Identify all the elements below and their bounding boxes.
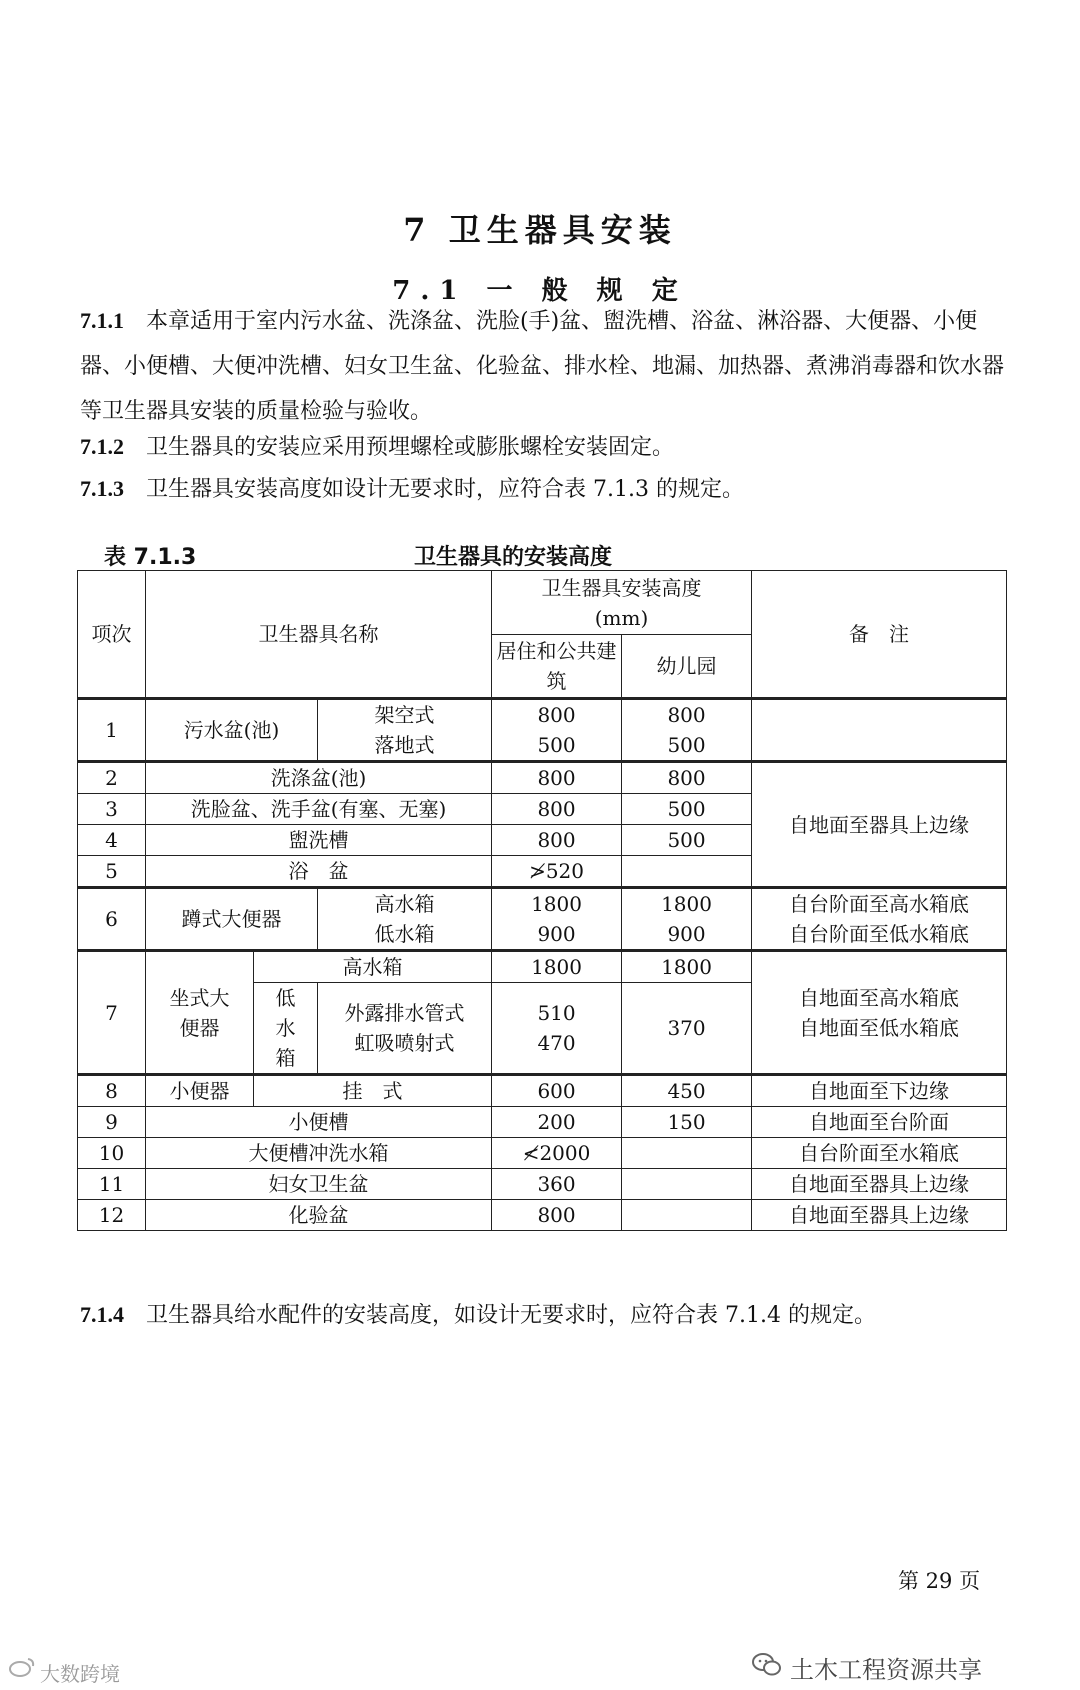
table-number: 表 7.1.3: [104, 545, 197, 570]
fixture-subtype-low: 低水箱: [254, 983, 318, 1075]
row-number: 5: [78, 856, 146, 888]
kindergarten-value: 500: [622, 794, 752, 825]
remark-1: 自台阶面至高水箱底: [789, 892, 970, 916]
row-number: 10: [78, 1138, 146, 1169]
weibo-icon: [8, 1656, 36, 1678]
row-number: 1: [78, 699, 146, 762]
fixture-name: 小便槽: [146, 1107, 492, 1138]
wechat-icon: [752, 1652, 782, 1678]
remark: 自地面至台阶面: [752, 1107, 1007, 1138]
kindergarten-value: 150: [622, 1107, 752, 1138]
residential-value: 800: [492, 825, 622, 856]
fixture-name: 大便槽冲洗水箱: [146, 1138, 492, 1169]
fixture-name: 浴 盆: [146, 856, 492, 888]
kindergarten-value: [622, 1169, 752, 1200]
fixture-name: 化验盆: [146, 1200, 492, 1231]
row-number: 9: [78, 1107, 146, 1138]
page-number: 第 29 页: [898, 1569, 981, 1593]
row-number: 4: [78, 825, 146, 856]
value-2: 500: [667, 733, 706, 757]
table-title: 卫生器具的安装高度: [414, 545, 613, 570]
header-height-label: 卫生器具安装高度: [541, 575, 702, 600]
fixture-subtype-high: 高水箱: [254, 951, 492, 983]
fixture-name: 妇女卫生盆: [146, 1169, 492, 1200]
fixture-name: 洗涤盆(池): [146, 762, 492, 794]
value-1: 1800: [531, 892, 582, 916]
remark: 自地面至下边缘: [752, 1075, 1007, 1107]
row-number: 12: [78, 1200, 146, 1231]
kindergarten-value: 370: [622, 983, 752, 1075]
subtype-2: 低水箱: [374, 922, 435, 946]
watermark-source: 大数跨境: [40, 1662, 120, 1686]
residential-value: 1800: [492, 951, 622, 983]
clause-text: 卫生器具安装高度如设计无要求时，应符合表 7.1.3 的规定。: [146, 477, 744, 502]
installation-height-table: [77, 570, 1007, 1231]
value-1: 800: [667, 703, 706, 727]
row-number: 3: [78, 794, 146, 825]
value-2: 900: [667, 922, 706, 946]
watermark-account-name: 土木工程资源共享: [790, 1656, 982, 1684]
value-1: 800: [537, 703, 576, 727]
section-title: 7.1 一 般 规 定: [392, 276, 688, 306]
row-number: 7: [78, 951, 146, 1075]
header-kindergarten: 幼儿园: [622, 635, 752, 699]
residential-value: 360: [492, 1169, 622, 1200]
paragraph-7-1-3: [80, 466, 1020, 512]
kindergarten-value: [622, 1200, 752, 1231]
clause-number: 7.1.4: [80, 1302, 124, 1327]
clause-number: 7.1.2: [80, 434, 124, 459]
residential-value: 800: [492, 794, 622, 825]
header-name: 卫生器具名称: [146, 571, 492, 699]
fixture-subtype: [318, 888, 492, 951]
header-remark: 备 注: [752, 571, 1007, 699]
kindergarten-value: [622, 856, 752, 888]
residential-value: [492, 983, 622, 1075]
paragraph-7-1-1: [80, 298, 1020, 434]
residential-value: 800: [492, 1200, 622, 1231]
kindergarten-value: 500: [622, 825, 752, 856]
paragraph-7-1-4: [80, 1292, 1020, 1338]
clause-number: 7.1.1: [80, 308, 124, 333]
fixture-subtype: 挂 式: [254, 1075, 492, 1107]
fixture-name: 坐式大便器: [146, 951, 254, 1075]
kindergarten-value: [622, 699, 752, 762]
value-2: 900: [537, 922, 576, 946]
residential-value: [492, 699, 622, 762]
subtype-1: 高水箱: [374, 892, 435, 916]
kindergarten-value: [622, 1138, 752, 1169]
row-number: 2: [78, 762, 146, 794]
fixture-name: 污水盆(池): [146, 699, 318, 762]
header-height: [492, 571, 752, 635]
row-number: 11: [78, 1169, 146, 1200]
fixture-name: 洗脸盆、洗手盆(有塞、无塞): [146, 794, 492, 825]
fixture-subtype: [318, 983, 492, 1075]
kindergarten-value: 1800: [622, 951, 752, 983]
subtype-1: 外露排水管式: [344, 1001, 465, 1025]
clause-text: 本章适用于室内污水盆、洗涤盆、洗脸(手)盆、盥洗槽、浴盆、淋浴器、大便器、小便器、小便槽、大便冲洗槽、妇女卫生盆、化验盆、排水栓、地漏、加热器、煮沸消毒器和饮水器等卫生器具安装的质量检验与验收。: [80, 309, 1005, 424]
chapter-title: 7 卫生器具安装: [403, 211, 677, 249]
kindergarten-value: 450: [622, 1075, 752, 1107]
remark: [752, 699, 1007, 762]
header-unit: (mm): [594, 605, 649, 630]
remark: 自地面至器具上边缘: [752, 762, 1007, 888]
residential-value: 800: [492, 762, 622, 794]
remark-1: 自地面至高水箱底: [799, 985, 960, 1010]
clause-number: 7.1.3: [80, 476, 124, 501]
kindergarten-value: [622, 888, 752, 951]
header-item: 项次: [78, 571, 146, 699]
subtype-2: 虹吸喷射式: [354, 1031, 455, 1055]
remark-2: 自地面至低水箱底: [799, 1015, 960, 1040]
residential-value: ≮2000: [492, 1138, 622, 1169]
fixture-name: 蹲式大便器: [146, 888, 318, 951]
subtype-1: 架空式: [374, 703, 435, 727]
residential-value: ≯520: [492, 856, 622, 888]
residential-value: 600: [492, 1075, 622, 1107]
row-number: 6: [78, 888, 146, 951]
value-1: 510: [537, 1001, 576, 1025]
fixture-subtype: [318, 699, 492, 762]
paragraph-7-1-2: [80, 424, 1020, 470]
kindergarten-value: 800: [622, 762, 752, 794]
remark: [752, 951, 1007, 1075]
value-1: 1800: [661, 892, 712, 916]
residential-value: [492, 888, 622, 951]
subtype-2: 落地式: [374, 733, 435, 757]
row-number: 8: [78, 1075, 146, 1107]
clause-text: 卫生器具给水配件的安装高度，如设计无要求时，应符合表 7.1.4 的规定。: [146, 1303, 876, 1328]
value-2: 500: [537, 733, 576, 757]
remark: 自地面至器具上边缘: [752, 1200, 1007, 1231]
remark: [752, 888, 1007, 951]
header-residential: 居住和公共建筑: [492, 635, 622, 699]
fixture-name: 盥洗槽: [146, 825, 492, 856]
remark: 自台阶面至水箱底: [752, 1138, 1007, 1169]
value-2: 470: [537, 1031, 576, 1055]
residential-value: 200: [492, 1107, 622, 1138]
remark-2: 自台阶面至低水箱底: [789, 922, 970, 946]
fixture-name: 小便器: [146, 1075, 254, 1107]
clause-text: 卫生器具的安装应采用预埋螺栓或膨胀螺栓安装固定。: [146, 435, 675, 460]
remark: 自地面至器具上边缘: [752, 1169, 1007, 1200]
